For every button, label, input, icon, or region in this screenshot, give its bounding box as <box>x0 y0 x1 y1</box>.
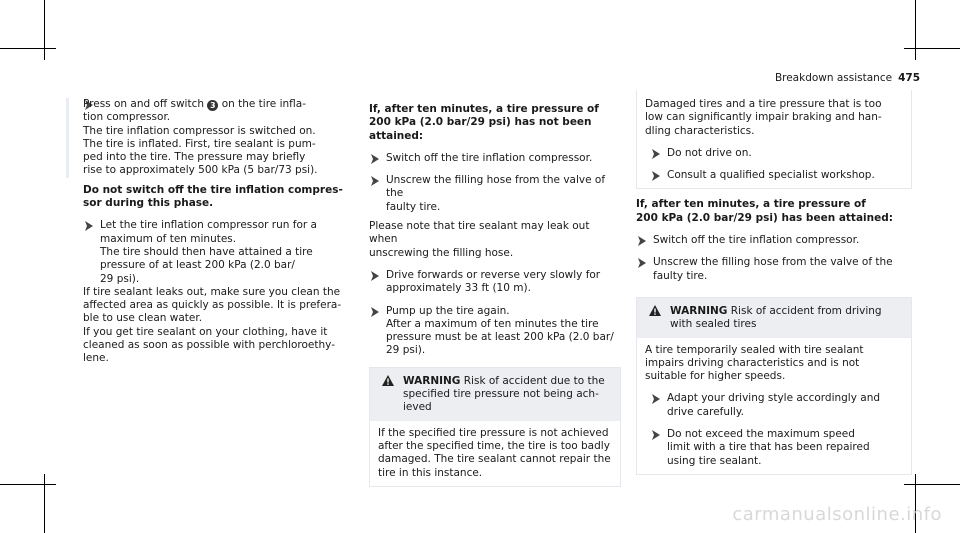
section-heading: If, after ten minutes, a tire pressure of <box>369 103 599 115</box>
warning-triangle-icon <box>382 375 394 386</box>
arrow-right-icon <box>369 306 381 318</box>
section-heading: If, after ten minutes, a tire pressure of <box>636 198 866 211</box>
section-heading: sor during this phase. <box>83 197 214 210</box>
section-title: Breakdown assistance <box>774 72 893 84</box>
crop-mark <box>44 474 45 533</box>
arrow-right-icon <box>369 175 381 187</box>
arrow-right-icon <box>650 170 662 182</box>
warning-box <box>636 297 912 475</box>
crop-mark <box>904 48 960 49</box>
instruction-step: Do not drive on. <box>650 147 903 160</box>
paragraph: Please note that tire sealant may leak out when <box>369 220 590 246</box>
warning-box-continued: Damaged tires and a tire pressure that is too low can significantly impair braking and han- dling characteristics. Do not drive on. Consult a qualified specialist workshop. <box>636 90 912 189</box>
arrow-right-icon <box>369 270 381 282</box>
crop-mark <box>915 0 916 60</box>
warning-label: WARNING <box>403 374 461 387</box>
column-3 <box>636 90 912 475</box>
crop-mark <box>0 484 56 485</box>
warning-body: If the specified tire pressure is not achieved after the specified time, the tire is too badly damaged. The tire sealant cannot repair the tire in this instance. <box>378 426 611 479</box>
instruction-step: Switch off the tire inflation compressor. <box>636 234 912 247</box>
section-heading: attained: <box>369 129 424 142</box>
instruction-step: Unscrew the filling hose from the valve of the faulty tire. <box>636 256 912 283</box>
arrow-right-icon <box>636 257 648 269</box>
page-number: 475 <box>898 72 920 84</box>
instruction-step: Switch off the tire inflation compressor. <box>369 152 621 165</box>
instruction-step: Press on and off switch 3 on the tire infla- tion compressor. The tire inflation compressor is switched on. The tire is inflated. First, tire sealant is pum- ped into the tire. The pressure may briefly rise to approximately 500 kPa (5 bar/73 psi). <box>83 98 355 178</box>
crop-mark <box>0 48 56 49</box>
instruction-step: Unscrew the filling hose from the valve of the faulty tire. <box>369 174 621 214</box>
column-1: Press on and off switch 3 on the tire infla- tion compressor. The tire inflation compressor is switched on. The tire is inflated. First, tire sealant is pum- ped into the tire. The pressure may briefly rise to approximately 500 kPa (5 bar/73 psi). Do not switch off the tire inflation compres- sor during this phase. Let the tire inflation compressor run for a maximum of ten minutes. The tire should then have attained a tire pressure of at least 200 kPa (2.0 bar/ 29 psi). If tire sealant leaks out, make sure you clean the affected area as quickly as possible. It is prefera- ble to use clean water. If you get tire sealant on your clothing, have it cleaned as soon as possible with perchloroethy- lene. <box>83 98 355 366</box>
instruction-step: Consult a qualified specialist workshop. <box>650 169 903 182</box>
arrow-right-icon <box>650 393 662 405</box>
warning-body: A tire temporarily sealed with tire sealant impairs driving characteristics and is not suitable for higher speeds. Adapt your driving style accordingly and drive carefully. Do not exceed the maximum speed limit with a tire that has been repaired using tire sealant. <box>637 338 911 474</box>
arrow-right-icon <box>636 235 648 247</box>
arrow-right-icon <box>83 220 95 232</box>
paragraph: If tire sealant leaks out, make sure you clean the <box>83 285 341 298</box>
warning-header: WARNING Risk of accident due to the specified tire pressure not being ach- ieved <box>370 368 620 421</box>
warning-triangle-icon <box>649 305 661 316</box>
arrow-right-icon <box>650 148 662 160</box>
watermark: carmanualsonline.info <box>732 504 942 525</box>
warning-box <box>369 367 621 487</box>
paragraph: If you get tire sealant on your clothing, have it <box>83 325 328 338</box>
crop-mark <box>904 484 960 485</box>
instruction-step: Pump up the tire again. After a maximum of ten minutes the tire pressure must be at least 200 kPa (2.0 bar/ 29 psi). <box>369 305 621 358</box>
page-header <box>775 72 920 84</box>
switch-number-badge: 3 <box>207 100 218 111</box>
arrow-right-icon <box>650 429 662 441</box>
instruction-step: Drive forwards or reverse very slowly for approximately 33 ft (10 m). <box>369 269 621 296</box>
warning-label: WARNING <box>670 304 728 317</box>
section-heading: 200 kPa (2.0 bar/29 psi) has not been <box>369 116 592 129</box>
warning-header: WARNING Risk of accident from driving with sealed tires <box>637 298 911 338</box>
instruction-step: Let the tire inflation compressor run for a maximum of ten minutes. The tire should then have attained a tire pressure of at least 200 kPa (2.0 bar/ 29 psi). <box>83 219 355 285</box>
column-2: If, after ten minutes, a tire pressure of 200 kPa (2.0 bar/29 psi) has not been attained: Switch off the tire inflation compressor. Unscrew the filling hose from the valve of the faulty tire. Please note that tire sealant may leak out when unscrewing the filling hose. Drive forwards or reverse very slowly for approximately 33 ft (10 m). Pump up the tire again. After a maximum of ten minutes the tire pressure must be at least 200 kPa (2.0 bar/ 29 psi). WARNING Risk of accident due to the specified tire pressure not being ach- ieved If the specified tire pressure is not achieved after the specified time, the tire is too badly damaged. The tire sealant cannot repair the tire in this instance. <box>369 103 621 487</box>
instruction-step: Do not exceed the maximum speed limit with a tire that has been repaired using tire sealant. <box>650 428 903 468</box>
arrow-right-icon <box>369 153 381 165</box>
instruction-step: Adapt your driving style accordingly and drive carefully. <box>650 392 903 419</box>
crop-mark <box>44 0 45 60</box>
section-heading: Do not switch off the tire inflation compres- <box>83 183 343 196</box>
section-heading: 200 kPa (2.0 bar/29 psi) has been attained: <box>636 211 893 224</box>
